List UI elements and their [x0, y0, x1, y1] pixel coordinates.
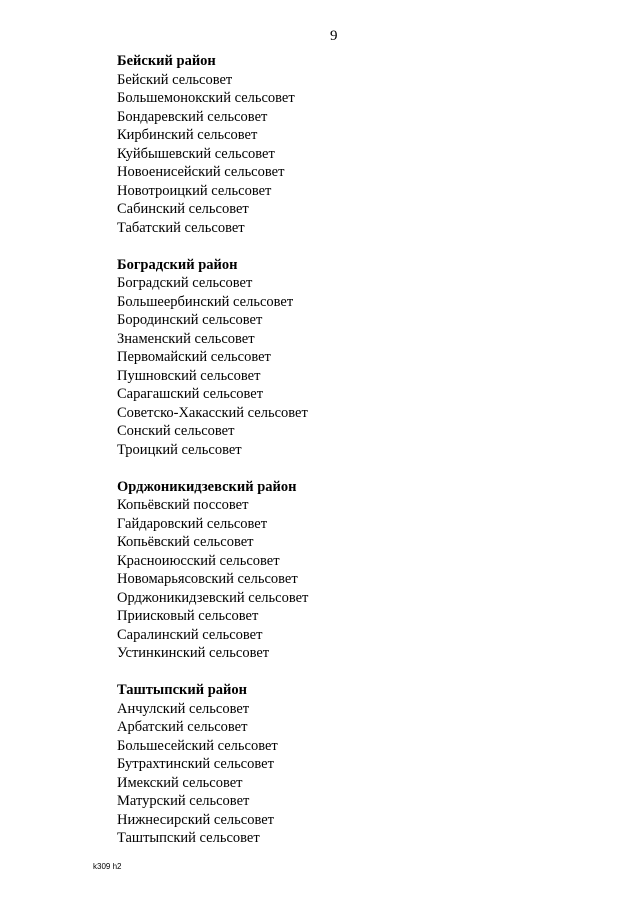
settlement-item: Бейский сельсовет [117, 71, 233, 88]
settlement-item: Куйбышевский сельсовет [117, 145, 275, 162]
settlement-item: Пушновский сельсовет [117, 367, 261, 384]
settlement-item: Сонский сельсовет [117, 423, 235, 439]
settlement-item: Кирбинский сельсовет [117, 127, 258, 143]
district-section [117, 478, 597, 663]
settlement-item: Новотроицкий сельсовет [117, 182, 272, 199]
document-code: k309 h2 [93, 862, 122, 871]
settlement-item: Матурский сельсовет [117, 793, 250, 809]
district-list [117, 52, 597, 866]
settlement-item: Гайдаровский сельсовет [117, 515, 268, 532]
district-section [117, 52, 597, 237]
district-section [117, 681, 597, 848]
settlement-item: Копьёвский поссовет [117, 497, 249, 513]
district-section [117, 256, 597, 460]
settlement-item: Сарагашский сельсовет [117, 386, 264, 402]
settlement-item: Бутрахтинский сельсовет [117, 756, 274, 772]
settlement-item: Арбатский сельсовет [117, 719, 248, 735]
settlement-item: Сабинский сельсовет [117, 201, 249, 217]
settlement-item: Бородинский сельсовет [117, 312, 263, 328]
settlement-item: Боградский сельсовет [117, 275, 253, 291]
settlement-item: Знаменский сельсовет [117, 330, 255, 347]
settlement-item: Красноиюсский сельсовет [117, 552, 280, 569]
settlement-item: Устинкинский сельсовет [117, 645, 270, 661]
settlement-item: Имекский сельсовет [117, 774, 243, 791]
settlement-item: Большеербинский сельсовет [117, 293, 294, 310]
settlement-item: Саралинский сельсовет [117, 626, 263, 643]
settlement-item: Бондаревский сельсовет [117, 108, 268, 125]
settlement-item: Анчулский сельсовет [117, 700, 250, 717]
settlement-item: Большемонокский сельсовет [117, 90, 295, 106]
settlement-item: Орджоникидзевский сельсовет [117, 589, 309, 606]
district-heading: Таштыпский район [117, 682, 247, 698]
settlement-item: Табатский сельсовет [117, 219, 245, 236]
settlement-item: Советско-Хакасский сельсовет [117, 404, 308, 421]
settlement-item: Таштыпский сельсовет [117, 830, 260, 846]
settlement-item: Нижнесирский сельсовет [117, 811, 274, 828]
settlement-item: Большесейский сельсовет [117, 737, 278, 754]
district-heading: Боградский район [117, 256, 238, 273]
settlement-item: Троицкий сельсовет [117, 441, 242, 458]
settlement-item: Новоенисейский сельсовет [117, 164, 285, 180]
district-heading: Бейский район [117, 53, 216, 69]
settlement-item: Копьёвский сельсовет [117, 534, 254, 550]
settlement-item: Первомайский сельсовет [117, 349, 271, 365]
settlement-item: Приисковый сельсовет [117, 608, 259, 624]
settlement-item: Новомарьясовский сельсовет [117, 571, 298, 587]
page-number: 9 [330, 28, 338, 44]
district-heading: Орджоникидзевский район [117, 478, 297, 495]
